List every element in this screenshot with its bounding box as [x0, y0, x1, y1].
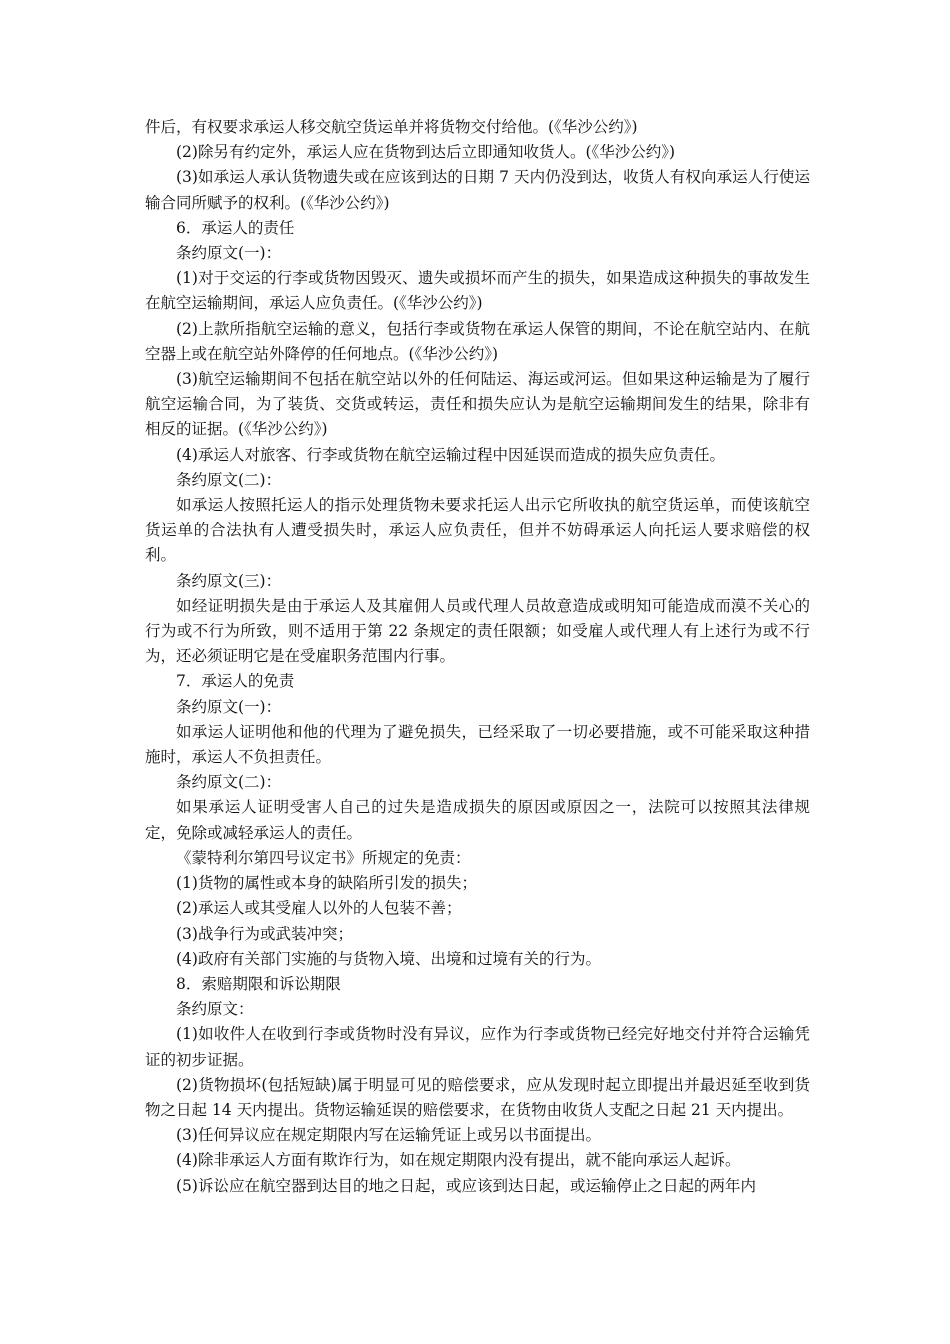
paragraph: (3)如承运人承认货物遗失或在应该到达的日期 7 天内仍没到达，收货人有权向承运人行使运输合同所赋予的权利。(《华沙公约》) — [145, 168, 810, 212]
paragraph: (1)对于交运的行李或货物因毁灭、遗失或损坏而产生的损失，如果造成这种损失的事故发生在航空运输期间，承运人应负责任。(《华沙公约》) — [145, 269, 810, 313]
paragraph: (3)任何异议应在规定期限内写在运输凭证上或另以书面提出。 — [176, 1126, 601, 1145]
paragraph: (1)如收件人在收到行李或货物时没有异议，应作为行李或货物已经完好地交付并符合运输凭证的初步证据。 — [145, 1025, 810, 1069]
document-page — [145, 115, 810, 1199]
subheading: 条约原文(一)： — [176, 697, 282, 716]
paragraph: (2)除另有约定外，承运人应在货物到达后立即通知收货人。(《华沙公约》) — [176, 143, 676, 162]
subheading: 条约原文(三)： — [176, 571, 282, 590]
paragraph: (4)除非承运人方面有欺诈行为，如在规定期限内没有提出，就不能向承运人起诉。 — [176, 1151, 741, 1170]
paragraph: 如承运人证明他和他的代理为了避免损失，已经采取了一切必要措施，或不可能采取这种措施时，承运人不负担责任。 — [145, 722, 810, 767]
paragraph: (2)货物损坏(包括短缺)属于明显可见的赔偿要求，应从发现时起立即提出并最迟延至收到货物之日起 14 天内提出。货物运输延误的赔偿要求，在货物由收货人支配之日起 21 天内提出。 — [145, 1075, 810, 1119]
subheading: 《蒙特利尔第四号议定书》所规定的免责： — [176, 848, 471, 867]
list-item: (1)货物的属性或本身的缺陷所引发的损失； — [176, 874, 477, 893]
subheading: 条约原文(二)： — [176, 470, 282, 489]
paragraph: 如经证明损失是由于承运人及其雇佣人员或代理人员故意造成或明知可能造成而漠不关心的行为或不行为所致，则不适用于第 22 条规定的责任限额；如受雇人或代理人有上述行为或不行为，还必须证明它是在受雇职务范围内行事。 — [145, 596, 810, 666]
section-heading: 7．承运人的免责 — [176, 672, 295, 691]
list-item: (4)政府有关部门实施的与货物入境、出境和过境有关的行为。 — [176, 949, 601, 968]
paragraph: (3)航空运输期间不包括在航空站以外的任何陆运、海运或河运。但如果这种运输是为了履行航空运输合同，为了装货、交货或转运，责任和损失应认为是航空运输期间发生的结果，除非有相反的证据。(《华沙公约》) — [145, 370, 810, 439]
paragraph: (4)承运人对旅客、行李或货物在航空运输过程中因延误而造成的损失应负责任。 — [176, 445, 725, 464]
paragraph: 如承运人按照托运人的指示处理货物未要求托运人出示它所收执的航空货运单，而使该航空货运单的合法执有人遭受损失时，承运人应负责任，但并不妨碍承运人向托运人要求赔偿的权利。 — [145, 496, 810, 565]
subheading: 条约原文(二)： — [176, 773, 282, 792]
subheading: 条约原文(一)： — [176, 244, 282, 263]
list-item: (3)战争行为或武装冲突； — [176, 924, 353, 943]
section-heading: 6．承运人的责任 — [176, 218, 295, 237]
paragraph: (5)诉讼应在航空器到达目的地之日起，或应该到达日起，或运输停止之日起的两年内 — [176, 1176, 756, 1195]
subheading: 条约原文： — [176, 1000, 254, 1019]
paragraph: 件后，有权要求承运人移交航空货运单并将货物交付给他。(《华沙公约》) — [145, 118, 638, 136]
paragraph: (2)上款所指航空运输的意义，包括行李或货物在承运人保管的期间，不论在航空站内、在航空器上或在航空站外降停的任何地点。(《华沙公约》) — [145, 319, 810, 363]
section-heading: 8．索赔期限和诉讼期限 — [176, 974, 341, 993]
list-item: (2)承运人或其受雇人以外的人包装不善； — [176, 899, 462, 918]
paragraph: 如果承运人证明受害人自己的过失是造成损失的原因或原因之一，法院可以按照其法律规定，免除或减轻承运人的责任。 — [145, 798, 810, 842]
